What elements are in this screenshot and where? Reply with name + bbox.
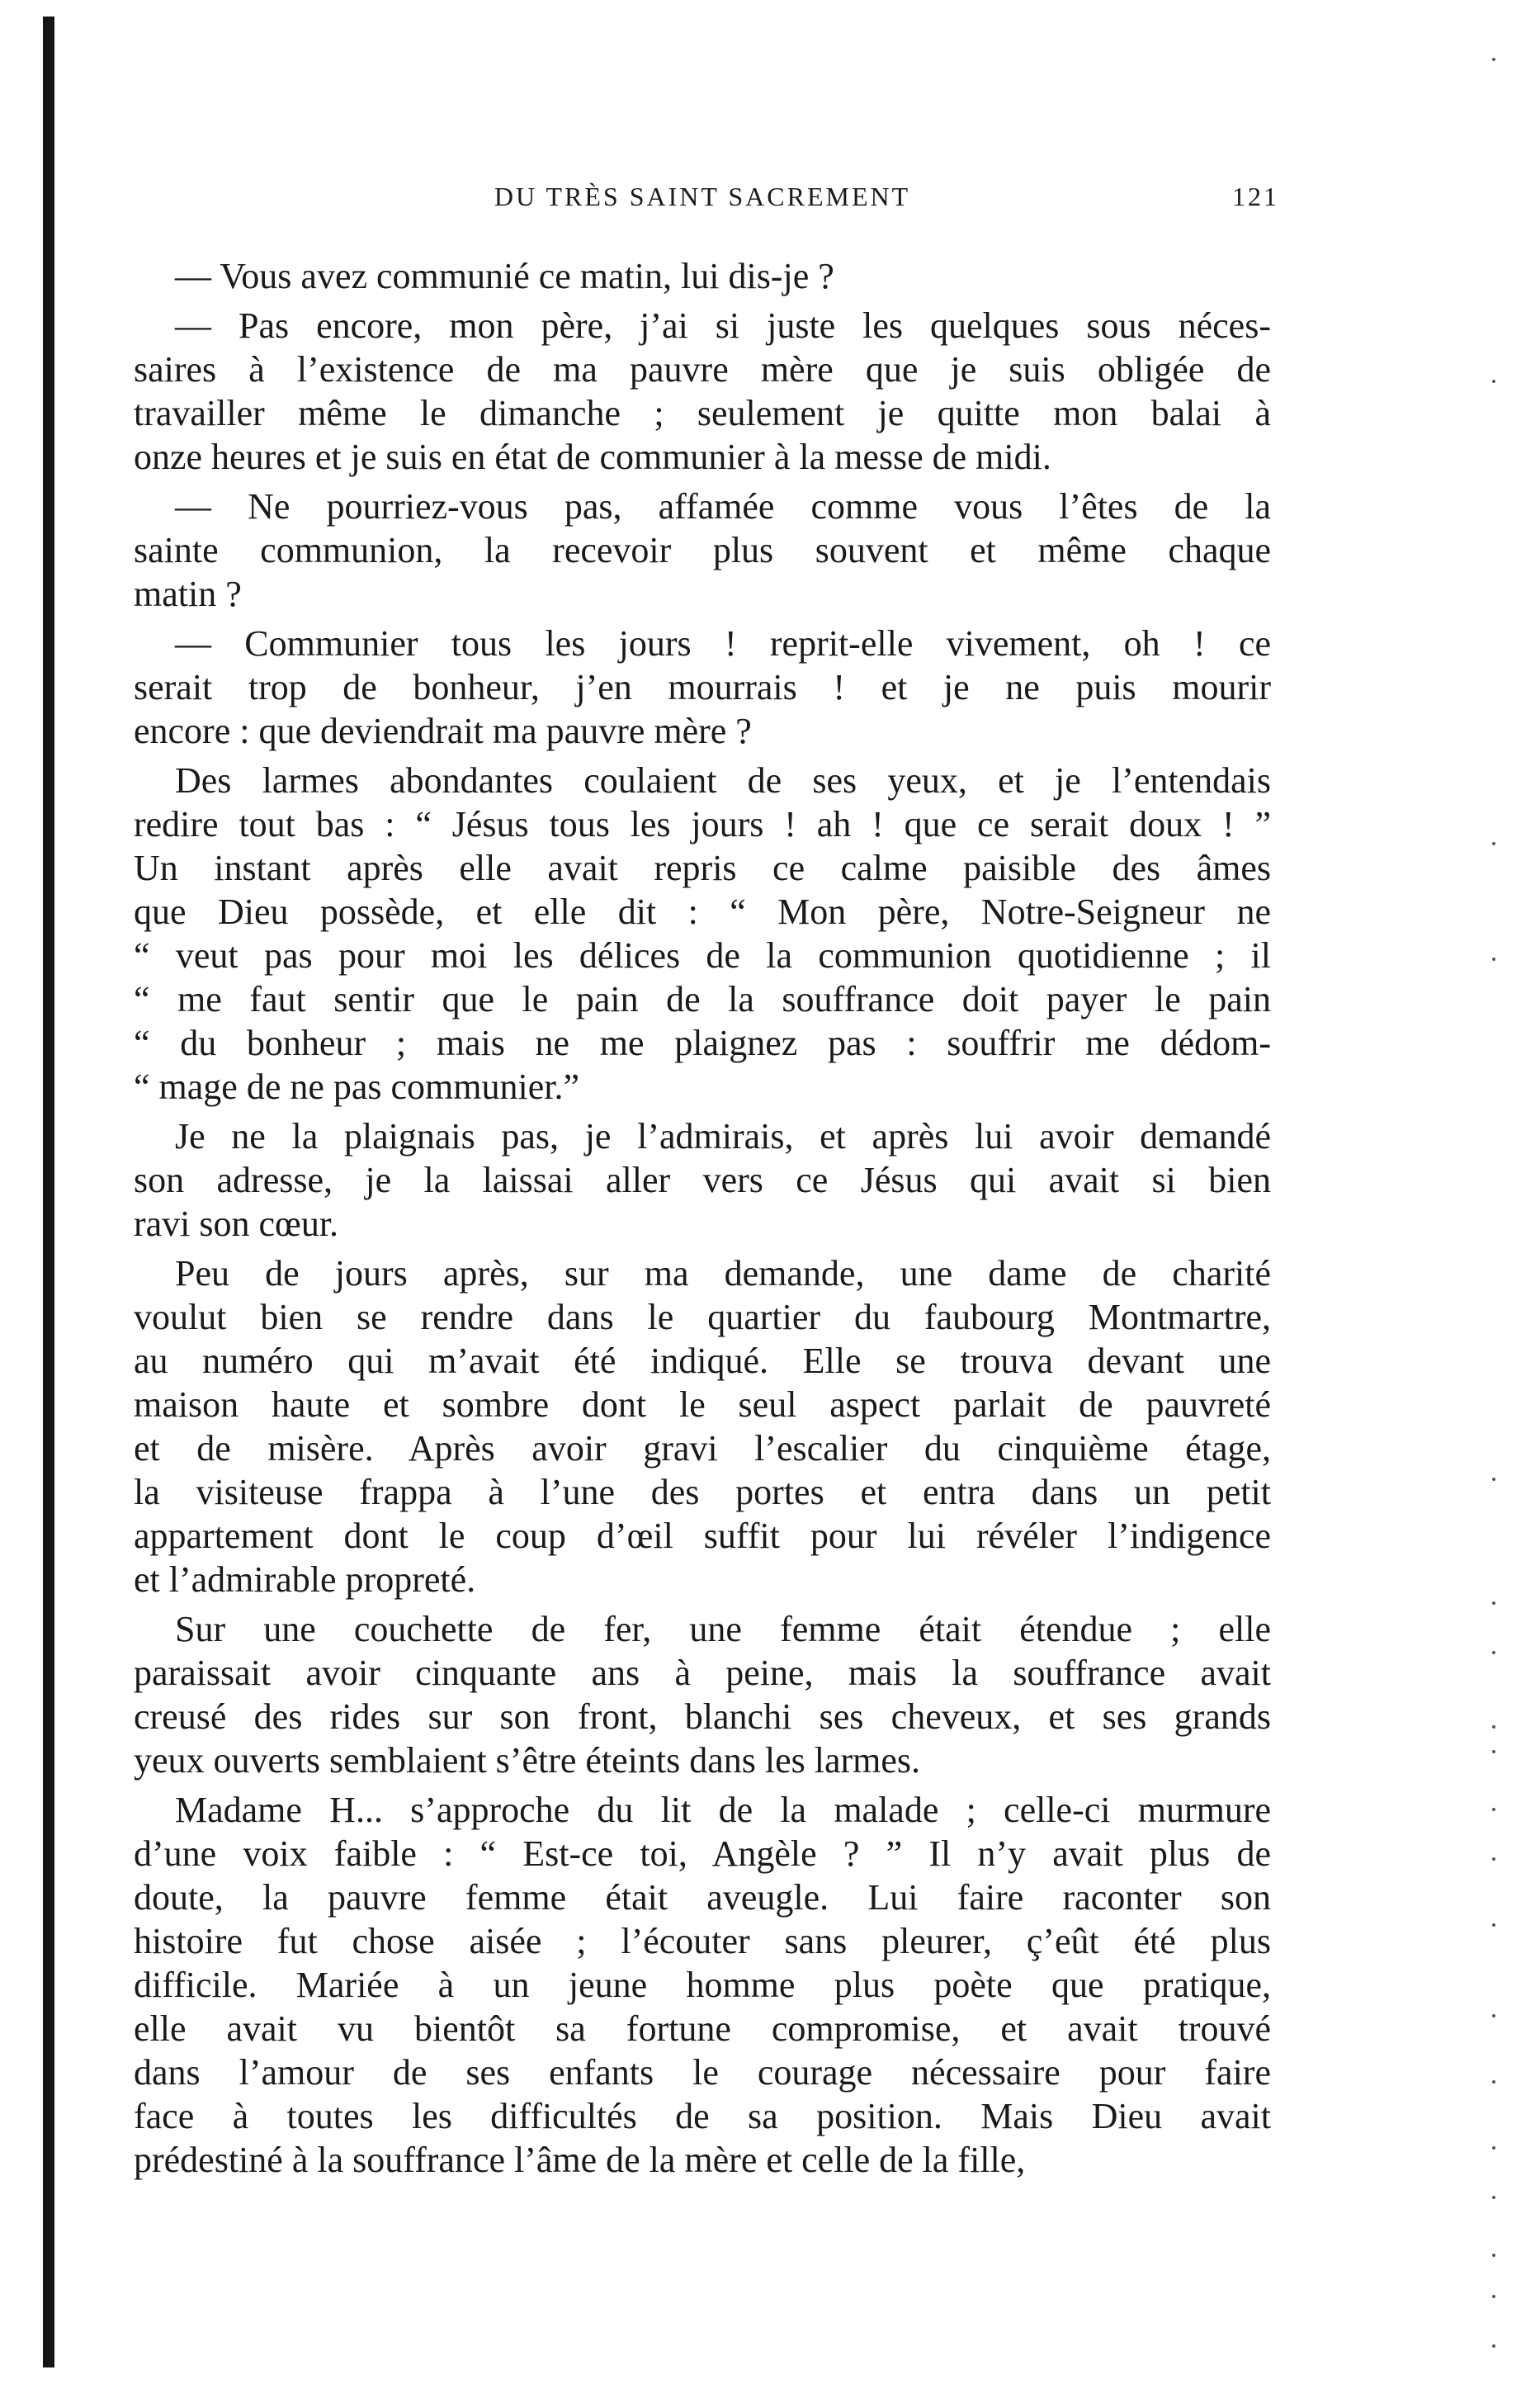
text-line: paraissait avoir cinquante ans à peine, mais la souffrance avait	[134, 1653, 1271, 1693]
text-line: creusé des rides sur son front, blanchi ses cheveux, et ses grands	[134, 1696, 1271, 1737]
paragraph	[134, 485, 1271, 616]
paragraph	[134, 759, 1271, 1109]
text-line: Un instant après elle avait repris ce calme paisible des âmes	[134, 848, 1271, 888]
scan-speck	[1492, 1750, 1495, 1753]
text-line: sainte communion, la recevoir plus souvent et même chaque	[134, 530, 1271, 570]
text-line: son adresse, je la laissai aller vers ce Jésus qui avait si bien	[134, 1160, 1271, 1200]
text-line: la visiteuse frappa à l’une des portes et entra dans un petit	[134, 1472, 1271, 1512]
text-line: saires à l’existence de ma pauvre mère que je suis obligée de	[134, 349, 1271, 390]
text-line: matin ?	[134, 574, 242, 614]
text-line: elle avait vu bientôt sa fortune compromise, et avait trouvé	[134, 2008, 1271, 2049]
text-line: au numéro qui m’avait été indiqué. Elle se trouva devant une	[134, 1341, 1271, 1381]
text-line: — Pas encore, mon père, j’ai si juste les quelques sous néces-	[175, 305, 1271, 346]
scan-speck	[1492, 958, 1495, 961]
text-line: d’une voix faible : “ Est-ce toi, Angèle ? ” Il n’y avait plus de	[134, 1833, 1271, 1874]
text-line: “ me faut sentir que le pain de la souffrance doit payer le pain	[134, 979, 1271, 1019]
scan-speck	[1492, 2014, 1495, 2017]
paragraph	[134, 622, 1271, 753]
scan-speck	[1492, 2254, 1495, 2257]
text-line: — Vous avez communié ce matin, lui dis-je ?	[175, 256, 834, 296]
text-line: Peu de jours après, sur ma demande, une dame de charité	[175, 1253, 1271, 1294]
scan-speck	[1492, 1651, 1495, 1654]
text-line: onze heures et je suis en état de communier à la messe de midi.	[134, 437, 1051, 477]
paragraph	[134, 1114, 1271, 1246]
text-line: appartement dont le coup d’œil suffit pour lui révéler l’indigence	[134, 1516, 1271, 1556]
text-line: Sur une couchette de fer, une femme était étendue ; elle	[175, 1609, 1271, 1649]
scan-speck	[1492, 2196, 1495, 2199]
text-line: que Dieu possède, et elle dit : “ Mon père, Notre-Seigneur ne	[134, 892, 1271, 932]
text-line: et de misère. Après avoir gravi l’escalier du cinquième étage,	[134, 1428, 1271, 1469]
book-page	[134, 173, 1279, 2188]
text-line: Madame H... s’approche du lit de la malade ; celle-ci murmure	[175, 1790, 1271, 1830]
running-title: DU TRÈS SAINT SACREMENT	[494, 182, 911, 211]
text-line: maison haute et sombre dont le seul aspect parlait de pauvreté	[134, 1384, 1271, 1425]
text-line: yeux ouverts semblaient s’être éteints dans les larmes.	[134, 1740, 921, 1781]
scan-speck	[1492, 1808, 1495, 1811]
text-line: serait trop de bonheur, j’en mourrais ! et je ne puis mourir	[134, 667, 1271, 707]
text-line: difficile. Mariée à un jeune homme plus poète que pratique,	[134, 1965, 1271, 2005]
text-line: — Communier tous les jours ! reprit-elle vivement, oh ! ce	[175, 623, 1271, 664]
scan-speck	[1492, 842, 1495, 845]
scan-speck	[1492, 1857, 1495, 1861]
scan-speck	[1492, 1601, 1495, 1605]
text-line: histoire fut chose aisée ; l’écouter sans pleurer, ç’eût été plus	[134, 1921, 1271, 1961]
text-line: dans l’amour de ses enfants le courage nécessaire pour faire	[134, 2052, 1271, 2093]
text-line: redire tout bas : “ Jésus tous les jours ! ah ! que ce serait doux ! ”	[134, 804, 1271, 844]
book-spine-shadow	[43, 17, 54, 2367]
paragraph	[134, 1251, 1271, 1601]
text-line: “ mage de ne pas communier.”	[134, 1067, 580, 1107]
scan-speck	[1492, 380, 1495, 383]
running-head	[134, 173, 1279, 223]
text-line: — Ne pourriez-vous pas, affamée comme vous l’êtes de la	[175, 486, 1271, 527]
text-line: encore : que deviendrait ma pauvre mère ?	[134, 711, 752, 751]
paragraph	[134, 254, 1271, 298]
scan-speck	[1492, 2295, 1495, 2298]
scan-speck	[1492, 1923, 1495, 1927]
margin-specks	[1492, 33, 1517, 2377]
scan-speck	[1492, 1725, 1495, 1729]
text-line: face à toutes les difficultés de sa position. Mais Dieu avait	[134, 2096, 1271, 2136]
text-line: doute, la pauvre femme était aveugle. Lui faire raconter son	[134, 1877, 1271, 1918]
paragraph	[134, 304, 1271, 479]
paragraph	[134, 1607, 1271, 1782]
text-line: prédestiné à la souffrance l’âme de la mère et celle de la fille,	[134, 2140, 1026, 2180]
text-line: “ du bonheur ; mais ne me plaignez pas : souffrir me dédom-	[134, 1023, 1271, 1063]
text-line: “ veut pas pour moi les délices de la communion quotidienne ; il	[134, 935, 1271, 976]
scan-speck	[1492, 2344, 1495, 2348]
page-number: 121	[1232, 182, 1279, 211]
text-line: et l’admirable propreté.	[134, 1559, 476, 1600]
scan-speck	[1492, 1478, 1495, 1481]
text-line: ravi son cœur.	[134, 1204, 339, 1244]
scan-speck	[1492, 2080, 1495, 2084]
text-line: voulut bien se rendre dans le quartier du faubourg Montmartre,	[134, 1297, 1271, 1337]
text-line: travailler même le dimanche ; seulement je quitte mon balai à	[134, 393, 1271, 433]
text-line: Des larmes abondantes coulaient de ses yeux, et je l’entendais	[175, 760, 1271, 801]
paragraph	[134, 1788, 1271, 2182]
body-text	[134, 254, 1271, 2182]
scan-speck	[1492, 2146, 1495, 2150]
scan-speck	[1492, 58, 1495, 61]
text-line: Je ne la plaignais pas, je l’admirais, et après lui avoir demandé	[175, 1116, 1271, 1157]
